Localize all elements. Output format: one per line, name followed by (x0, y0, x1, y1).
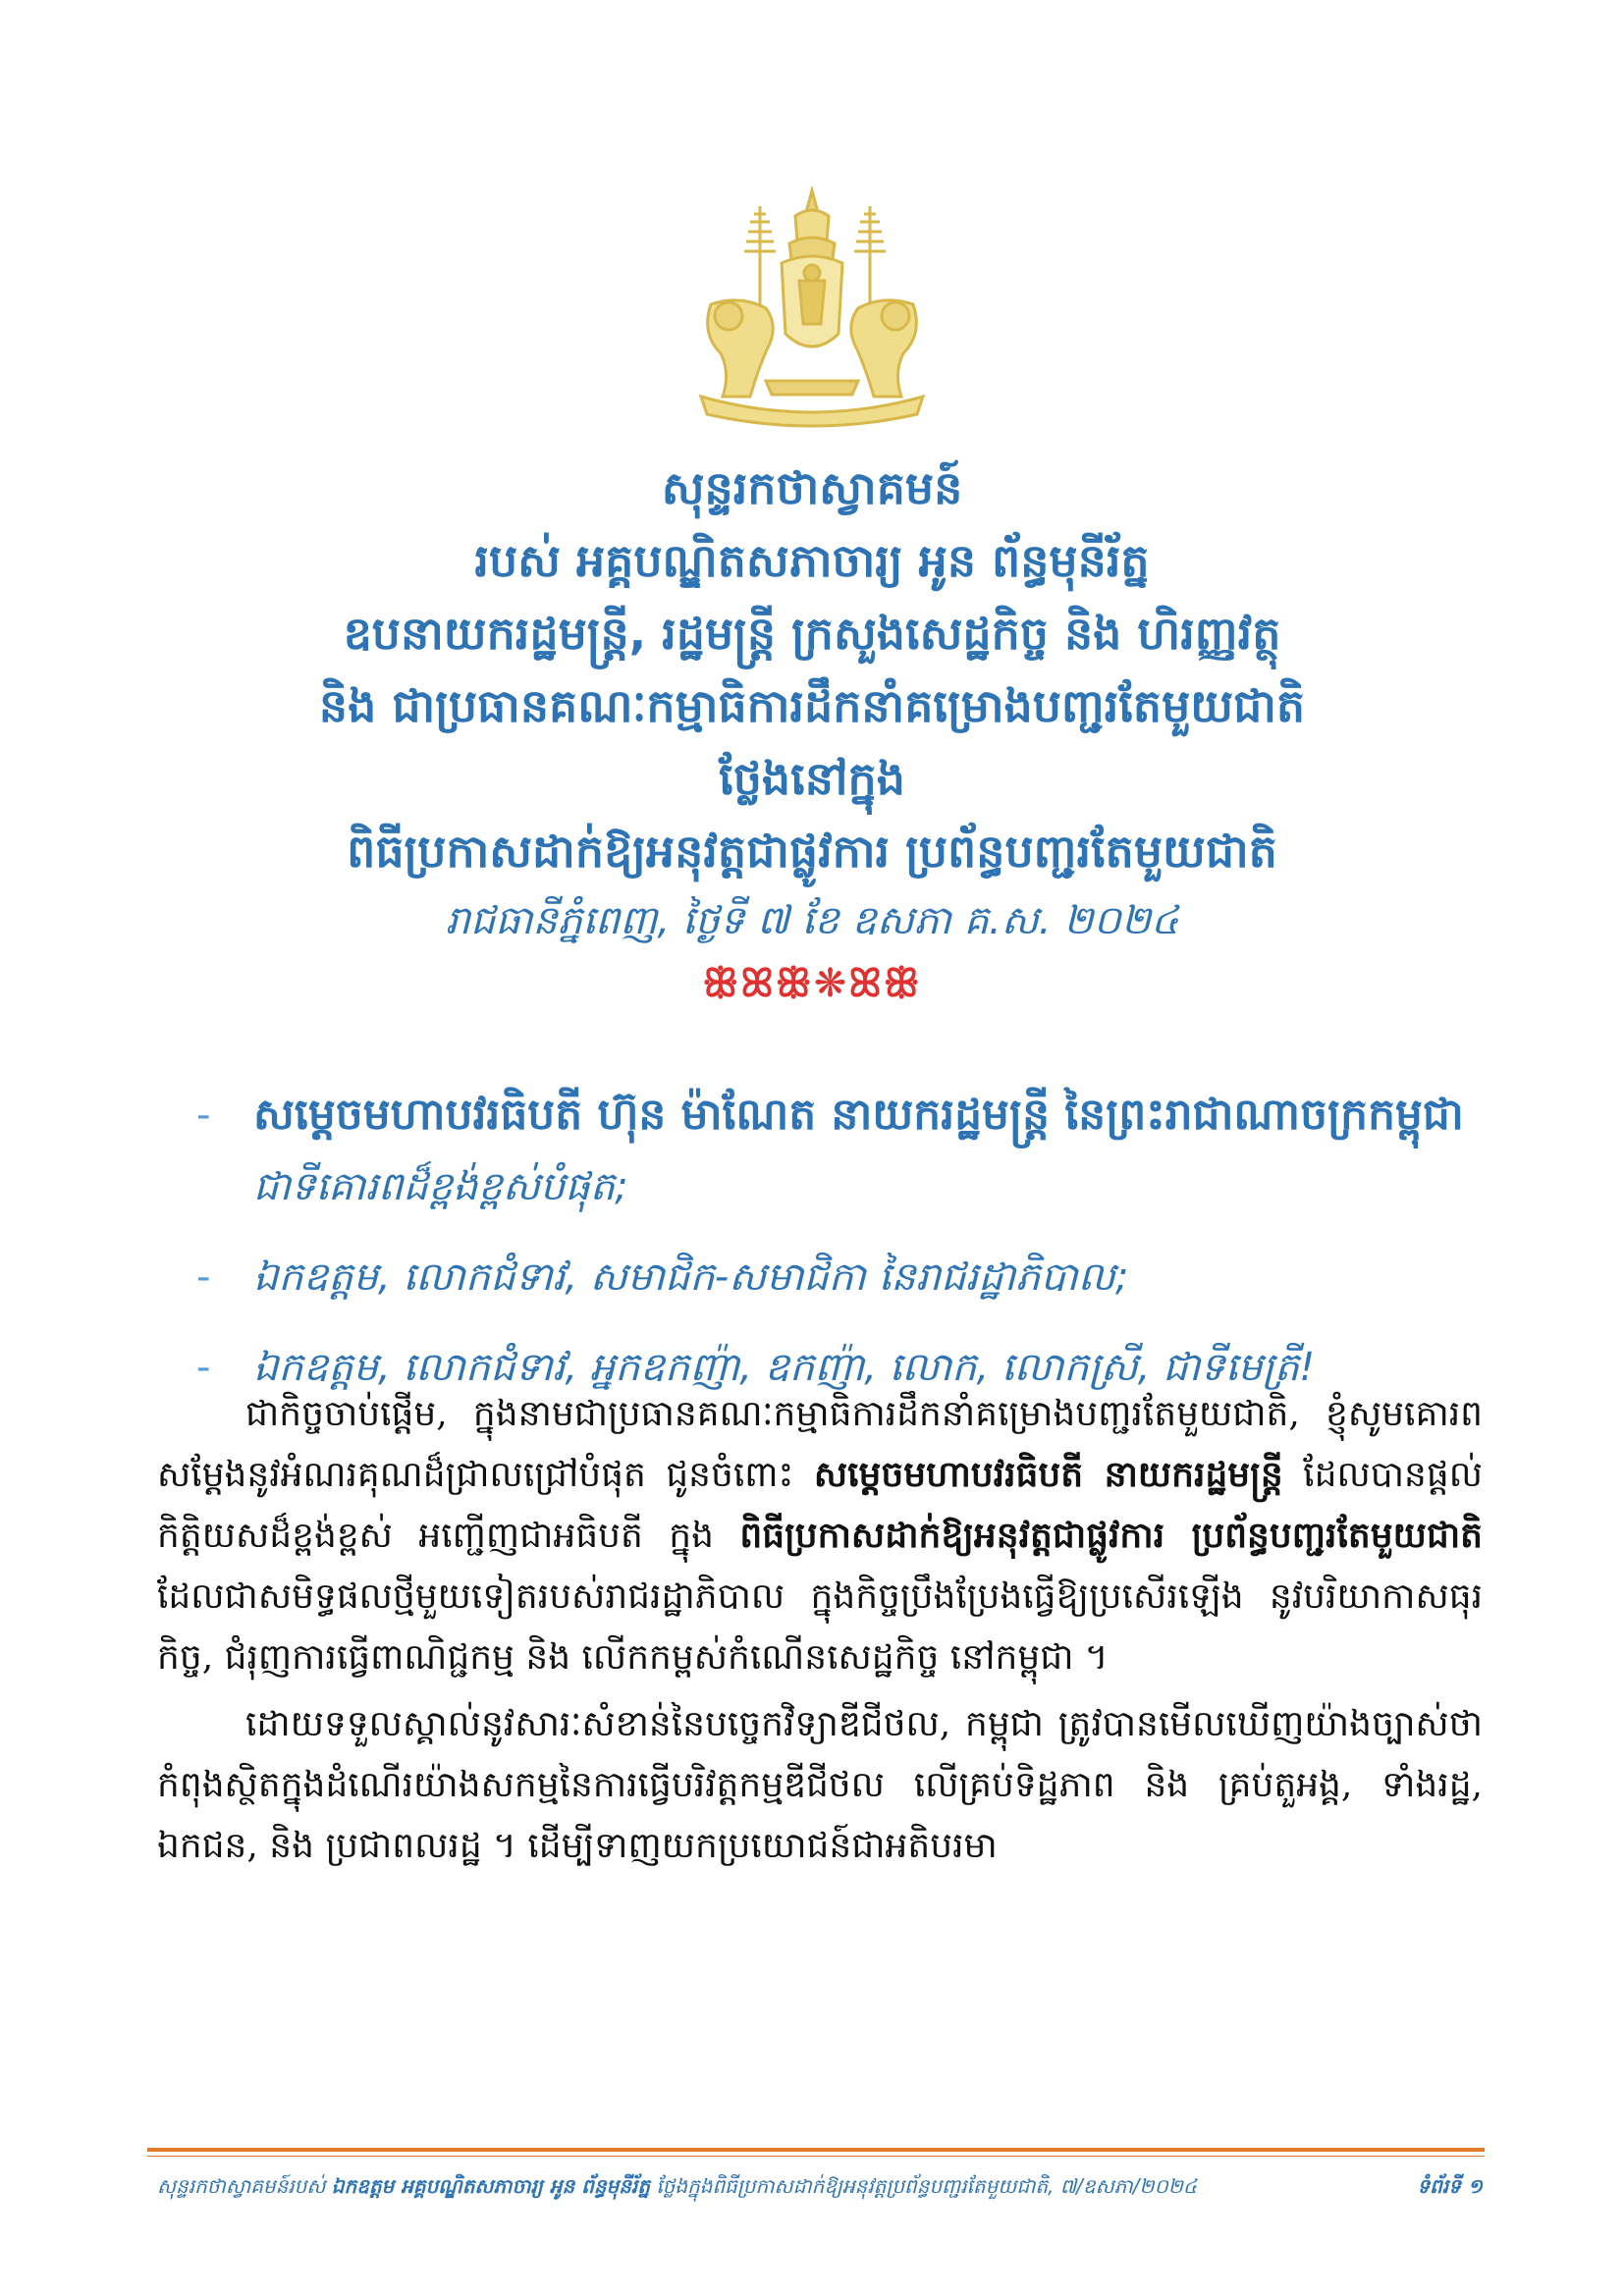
salutation-text: ឯកឧត្តម, លោកជំទាវ, សមាជិក-សមាជិកា នៃរាជរដ្ឋាភិបាល; (253, 1255, 1129, 1300)
body-text-run: ដែលជាសមិទ្ធផលថ្មីមួយទៀតរបស់រាជរដ្ឋាភិបាល ក្នុងកិច្ចប្រឹងប្រែងធ្វើឱ្យប្រសើរឡើង នូវបរិយាកាសធុរកិច្ច, ជំរុញការធ្វើពាណិជ្ជកម្ម និង លើកកម្ពស់កំណើនសេដ្ឋកិច្ច នៅកម្ពុជា ។ (157, 1576, 1483, 1678)
title-line-2: របស់ អគ្គបណ្ឌិតសភាចារ្យ អូន ព័ន្ធមុនីរ័ត្ន (474, 534, 1150, 587)
salutation-text: ជាទីគោរពដ៏ខ្ពង់ខ្ពស់បំផុត; (253, 1164, 628, 1209)
salutation-strong-text: សម្ដេចមហាបវរធិបតី ហ៊ុន ម៉ាណែត នាយករដ្ឋមន្ត្រី នៃព្រះរាជាណាចក្រកម្ពុជា (253, 1090, 1464, 1140)
body-bold-run: សម្ដេចមហាបវរធិបតី នាយករដ្ឋមន្ត្រី (813, 1455, 1283, 1495)
list-dash: - (196, 1345, 211, 1390)
body-paragraph-1 (157, 1384, 1483, 1688)
list-dash: - (196, 1093, 211, 1138)
list-dash: - (196, 1255, 211, 1300)
salutation-item (196, 1242, 1483, 1312)
salutation-list (196, 1080, 1483, 1422)
footer-rule-thin (147, 2156, 1485, 2157)
body-bold-run: ពិធីប្រកាសដាក់ឱ្យអនុវត្តជាផ្លូវការ ប្រព័ន្ធបញ្ជរតែមួយជាតិ (739, 1516, 1483, 1556)
royal-coat-of-arms-icon (672, 187, 952, 428)
footer-rule (147, 2148, 1485, 2152)
salutation-item (196, 1080, 1483, 1222)
salutation-text: ឯកឧត្តម, លោកជំទាវ, អ្នកឧកញ៉ា, ឧកញ៉ា, លោក, លោកស្រី, ជាទីមេត្រី! (253, 1345, 1316, 1390)
title-line-4: និង ជាប្រធានគណៈកម្មាធិការដឹកនាំគម្រោងបញ្ជរតែមួយជាតិ (318, 679, 1306, 732)
footer-tail: ថ្លែងក្នុងពិធីប្រកាសដាក់ឱ្យអនុវត្តប្រព័ន្ធបញ្ជរតែមួយជាតិ, ៧/ឧសភា/២០២៤ (649, 2174, 1198, 2198)
title-line-3: ឧបនាយករដ្ឋមន្ត្រី, រដ្ឋមន្ត្រី ក្រសួងសេដ្ឋកិច្ច និង ហិរញ្ញវត្ថុ (343, 607, 1281, 660)
footer-lead: សុន្ទរកថាស្វាគមន៍របស់ (157, 2174, 332, 2198)
page-number: ទំព័រទី ១ (1417, 2174, 1483, 2198)
dateline: រាជធានីភ្នំពេញ, ថ្ងៃទី ៧ ខែ ឧសភា គ.ស. ២០២៤ (445, 898, 1179, 943)
footer-speaker: ឯកឧត្តម អគ្គបណ្ឌិតសភាចារ្យ អូន ព័ន្ធមុនីរ័ត្ន (331, 2174, 650, 2198)
title-line-5: ថ្លែងនៅក្នុង (719, 752, 905, 805)
page-footer (157, 2173, 1483, 2203)
body-text-run: ដែលបានផ្ដល់កិត្តិយសដ៏ខ្ពង់ខ្ពស់ អញ្ជើញជាអធិបតី ក្នុង (157, 1455, 1483, 1556)
title-line-6: ពិធីប្រកាសដាក់ឱ្យអនុវត្តជាផ្លូវការ ប្រព័ន្ធបញ្ជរតែមួយជាតិ (347, 825, 1277, 878)
ornament-divider: ꕥꕤꕥ❋ꕤꕥ (702, 961, 922, 1006)
body-paragraph-2: ដោយទទួលស្គាល់នូវសារៈសំខាន់នៃបច្ចេកវិទ្យាឌីជីថល, កម្ពុជា ត្រូវបានមើលឃើញយ៉ាងច្បាស់ថា កំពុងស្ថិតក្នុងដំណើរយ៉ាងសកម្មនៃការធ្វើបរិវត្តកម្មឌីជីថល លើគ្រប់ទិដ្ឋភាព និង គ្រប់តួអង្គ, ទាំងរដ្ឋ, ឯកជន, និង ប្រជាពលរដ្ឋ ។ ដើម្បីទាញយកប្រយោជន៍ជាអតិបរមា (157, 1704, 1483, 1866)
body-text-run: ជាកិច្ចចាប់ផ្ដើម, ក្នុងនាមជាប្រធានគណៈកម្មាធិការដឹកនាំគម្រោងបញ្ជរតែមួយជាតិ, ខ្ញុំសូមគោរពសម្ដែងនូវអំណរគុណដ៏ជ្រាលជ្រៅបំផុត ជូនចំពោះ (157, 1394, 1483, 1495)
title-line-1: សុន្ទរកថាស្វាគមន៍ (661, 461, 963, 514)
speech-body (157, 1384, 1483, 1883)
speech-title-block (147, 452, 1477, 1013)
